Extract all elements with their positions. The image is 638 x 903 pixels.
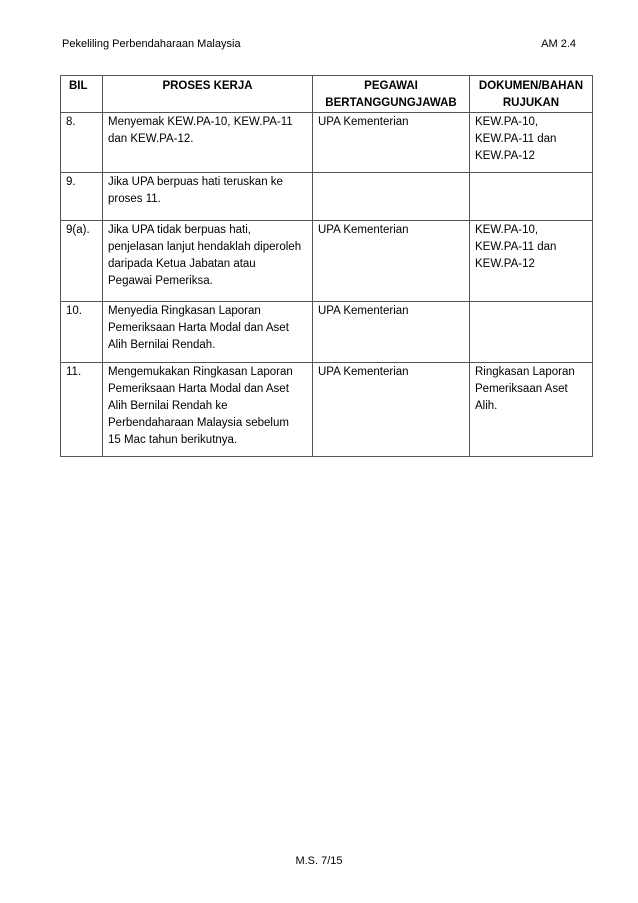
cell-bil: 11. bbox=[61, 363, 103, 457]
cell-pegawai bbox=[313, 173, 470, 221]
page-number: M.S. 7/15 bbox=[295, 855, 343, 867]
page-header bbox=[62, 38, 576, 52]
table-row bbox=[61, 302, 593, 363]
cell-bil: 10. bbox=[61, 302, 103, 363]
cell-proses-kerja: Jika UPA tidak berpuas hati, penjelasan lanjut hendaklah diperoleh daripada Ketua Jabatan atau Pegawai Pemeriksa. bbox=[103, 221, 313, 302]
table-row bbox=[61, 113, 593, 173]
cell-proses-kerja: Menyedia Ringkasan Laporan Pemeriksaan Harta Modal dan Aset Alih Bernilai Rendah. bbox=[103, 302, 313, 363]
cell-pegawai: UPA Kementerian bbox=[313, 113, 470, 173]
table-row bbox=[61, 363, 593, 457]
cell-pegawai: UPA Kementerian bbox=[313, 363, 470, 457]
cell-bil: 8. bbox=[61, 113, 103, 173]
column-header-bil: BIL bbox=[61, 76, 103, 113]
table-row bbox=[61, 221, 593, 302]
cell-proses-kerja: Menyemak KEW.PA-10, KEW.PA-11 dan KEW.PA-12. bbox=[103, 113, 313, 173]
document-title: Pekeliling Perbendaharaan Malaysia bbox=[62, 38, 241, 50]
column-header-proses-kerja: PROSES KERJA bbox=[103, 76, 313, 113]
cell-bil: 9. bbox=[61, 173, 103, 221]
table-row bbox=[61, 173, 593, 221]
cell-pegawai: UPA Kementerian bbox=[313, 221, 470, 302]
cell-pegawai: UPA Kementerian bbox=[313, 302, 470, 363]
cell-dokumen: Ringkasan Laporan Pemeriksaan Aset Alih. bbox=[470, 363, 593, 457]
cell-bil: 9(a). bbox=[61, 221, 103, 302]
work-process-table bbox=[60, 75, 593, 457]
table-header-row bbox=[61, 76, 593, 113]
cell-dokumen bbox=[470, 173, 593, 221]
column-header-pegawai: PEGAWAI BERTANGGUNGJAWAB bbox=[313, 76, 470, 113]
cell-dokumen: KEW.PA-10, KEW.PA-11 dan KEW.PA-12 bbox=[470, 113, 593, 173]
cell-proses-kerja: Jika UPA berpuas hati teruskan ke proses 11. bbox=[103, 173, 313, 221]
column-header-dokumen: DOKUMEN/BAHAN RUJUKAN bbox=[470, 76, 593, 113]
document-code: AM 2.4 bbox=[541, 38, 576, 50]
cell-dokumen bbox=[470, 302, 593, 363]
cell-dokumen: KEW.PA-10, KEW.PA-11 dan KEW.PA-12 bbox=[470, 221, 593, 302]
cell-proses-kerja: Mengemukakan Ringkasan Laporan Pemeriksaan Harta Modal dan Aset Alih Bernilai Rendah ke Perbendaharaan Malaysia sebelum 15 Mac tahun berikutnya. bbox=[103, 363, 313, 457]
